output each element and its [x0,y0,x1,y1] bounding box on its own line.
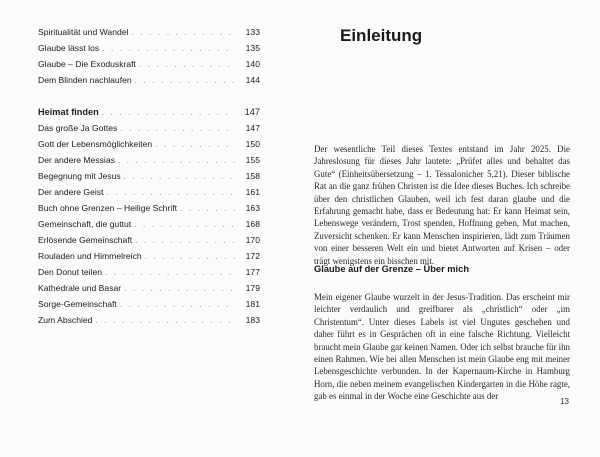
toc-entry-title: Der andere Messias [38,155,115,165]
toc-leader-dots [118,153,235,169]
toc-entry [38,312,260,328]
toc-entry [38,56,260,72]
toc-entry-title: Der andere Geist [38,187,104,197]
toc-leader-dots [102,41,235,57]
toc-entry-page: 144 [245,75,260,85]
toc-entry-title: Das große Ja Gottes [38,123,118,133]
toc-leader-dots [102,105,235,121]
toc-leader-dots [139,57,235,73]
toc-entry-title: Spiritualität und Wandel [38,27,129,37]
toc-entry-page: 181 [245,299,260,309]
toc-entry-title: Glaube – Die Exoduskraft [38,59,136,69]
toc-entry-title: Buch ohne Grenzen – Heilige Schrift [38,203,178,213]
toc-entry-page: 147 [245,123,260,133]
toc-entry-title: Rouladen und Himmelreich [38,251,142,261]
toc-entry [38,232,260,248]
toc-entry-page: 179 [245,283,260,293]
toc-entry-title: Gott der Lebensmöglichkeiten [38,139,153,149]
toc-entry-page: 155 [245,155,260,165]
toc-leader-dots [145,249,235,265]
toc-heading-heimat-finden [38,104,260,120]
toc-entry [38,152,260,168]
toc-entry [38,200,260,216]
toc-leader-dots [120,297,235,313]
toc-entry-page: 183 [245,315,260,325]
toc-leader-dots [155,137,235,153]
toc-entry [38,120,260,136]
toc-entry-page: 150 [245,139,260,149]
toc-leader-dots [124,169,235,185]
toc-entry [38,72,260,88]
toc-entry-page: 161 [245,187,260,197]
toc-entry-title: Erlösende Gemeinschaft [38,235,133,245]
toc-heading-page: 147 [244,107,260,117]
toc-entry [38,296,260,312]
toc-leader-dots [180,201,235,217]
toc-entry-page: 170 [245,235,260,245]
toc-entry [38,40,260,56]
toc-entry-title: Gemeinschaft, die guttut [38,219,132,229]
toc-entry-page: 177 [245,267,260,277]
toc-leader-dots [105,265,235,281]
toc-entry-page: 133 [245,27,260,37]
toc-entry-title: Dem Blinden nachlaufen [38,75,132,85]
toc-entry-title: Sorge-Gemeinschaft [38,299,117,309]
section-paragraph: Mein eigener Glaube wurzelt in der Jesus-Tradition. Das erscheint mir leichter verdaulich und greifbarer als „christlich“ oder „im Christentum“. Unter dieses Labels ist viel Ungutes geschehen und daher führt es in Gesprächen oft in eine falsche Richtung. Vielleicht braucht mein Glaube gar keinen Namen. Oder ich selbst brauche für ihn einen Rahmen. Wie bei allen Menschen ist mein Glaube eng mit meiner Lebensgeschichte verbunden. In der Kapernaum-Kirche in Hamburg Horn, die neben meinem evangelischen Kindergarten in die Höhe ragte, gab es einmal in der Woche eine Geschichte aus der [314,292,570,402]
toc-leader-dots [106,185,235,201]
toc-leader-dots [131,25,235,41]
toc-entry [38,264,260,280]
toc-leader-dots [135,73,235,89]
toc-entry [38,280,260,296]
toc-group-heimat [38,120,260,328]
toc-leader-dots [120,121,235,137]
toc-entry [38,24,260,40]
toc-leader-dots [95,313,235,329]
toc-group-spirituality [38,24,260,88]
toc-leader-dots [134,217,235,233]
toc-entry-page: 168 [245,219,260,229]
right-page [300,0,600,457]
toc-entry-page: 135 [245,43,260,53]
toc-entry-title: Begegnung mit Jesus [38,171,121,181]
toc-entry-title: Den Donut teilen [38,267,103,277]
toc-entry [38,136,260,152]
table-of-contents [38,24,260,328]
toc-entry-page: 163 [245,203,260,213]
toc-entry [38,216,260,232]
toc-leader-dots [135,233,235,249]
section-heading: Glaube auf der Grenze – Über mich [314,264,469,274]
toc-entry-page: 172 [245,251,260,261]
toc-entry [38,248,260,264]
toc-entry-page: 158 [245,171,260,181]
toc-entry-page: 140 [245,59,260,69]
toc-leader-dots [124,281,235,297]
toc-heading-title: Heimat finden [38,107,99,117]
toc-entry-title: Kathedrale und Basar [38,283,122,293]
intro-paragraph: Der wesentliche Teil dieses Textes entstand im Jahr 2025. Die Jahreslosung für dieses Jahr lautete: „Prüfet alles und behaltet das Gute“ (Einheitsübersetzung – 1. Tessalonicher 5,21). Dieser biblische Rat an die ganz frühen Christen ist die Idee dieses Buches. Ich schreibe über den christlichen Glauben, weil ich fest daran glaube und die Erfahrung gemacht habe, dass er Bedeutung hat: Er kann Heimat sein, Lebenswege verändern, Trost spenden, Hoffnung geben, Mut machen, Zuversicht schenken. Er kann Menschen inspirieren, lädt zum Träumen von einer besseren Welt ein und bietet Antworten auf Krisen – oder trägt wenigstens ein bisschen mit. [314,144,570,266]
page-number: 13 [560,397,569,406]
toc-entry-title: Zum Abschied [38,315,93,325]
chapter-title: Einleitung [340,26,423,45]
toc-entry-title: Glaube lässt los [38,43,100,53]
toc-entry [38,168,260,184]
toc-entry [38,184,260,200]
toc-spacer [38,88,260,104]
